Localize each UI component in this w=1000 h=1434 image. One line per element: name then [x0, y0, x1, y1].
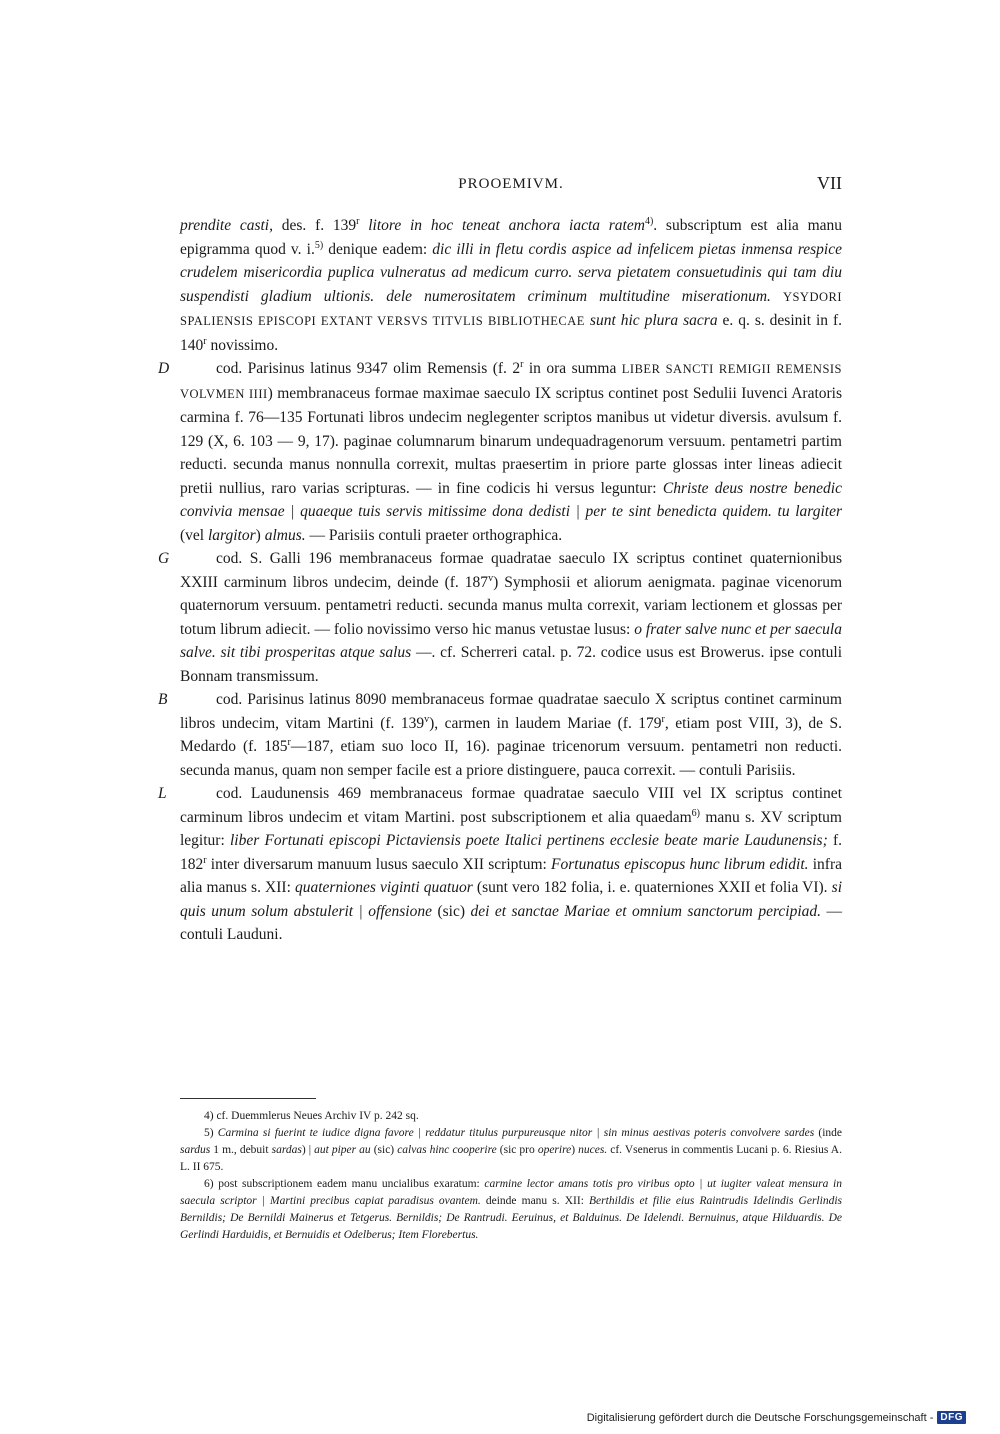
- text-segment: — contuli Lauduni.: [180, 902, 843, 943]
- text-segment: (sic): [432, 902, 471, 920]
- running-title: PROOEMIVM.: [458, 176, 564, 192]
- text-segment: ) Symphosii et aliorum aenigmata. paginae vicenorum quaternorum versuum. pentametri reducti. secunda manus multa correxit, variam lectionem et glossas per totum librum adiecit. — folio novissimo verso hic manus vetustae lusus:: [180, 573, 843, 638]
- text-segment: largitor: [207, 526, 256, 544]
- text-segment: , etiam post VIII, 3), de S. Medardo (f. 185: [180, 714, 842, 755]
- text-segment: ) membranaceus formae maximae saeculo IX scriptus continet post Sedulii Iuvenci Aratoris carmina f. 76—135 Fortunati libros undecim neglegenter scriptos manibus ut videtur diversis. avulsum f. 129 (X, 6. 103 — 9, 17). paginae columnarum binarum undequadragenorum versuum. pentametri partim reducti. secunda manus nonnulla correxit, multas praesertim in priore parte glossas inter lineas adiecit pretii nullius, raro varias scripturas. — in fine codicis hi versus leguntur:: [180, 384, 843, 497]
- note-text-segment: (inde: [814, 1127, 842, 1139]
- note-text-segment: 4) cf. Duemmlerus Neues Archiv IV p. 242 sq.: [204, 1110, 419, 1122]
- text-segment: [359, 217, 368, 234]
- text-segment: novissimo.: [206, 336, 279, 354]
- paragraph-intro: [180, 214, 842, 357]
- footnote-4: [180, 1108, 842, 1125]
- text-segment: Fortunatus episcopus hunc librum edidit.: [551, 855, 809, 873]
- note-text-segment: carmine lector amans totis pro viribus opto | ut iugiter valeat mensura in saecula scriptor | Martini precibus capiat paradisus ovantem.: [180, 1178, 842, 1207]
- text-segment: —. cf. Scherreri catal. p. 72. codice usus est Browerus. ipse contuli Bonnam transmissum.: [180, 644, 842, 685]
- note-text-segment: nuces.: [578, 1144, 608, 1156]
- note-text-segment: 6) post subscriptionem eadem manu uncialibus exaratum:: [204, 1178, 485, 1190]
- text-segment: e. q. s. desinit in f. 140: [180, 312, 843, 354]
- text-segment: r: [203, 335, 207, 347]
- paragraph-codex-b: [158, 688, 842, 782]
- text-segment: prendite casti,: [180, 217, 282, 234]
- note-text-segment: Berthildis et filie eius Raintrudis Idelindis Gerlindis Bernildis; De Bernildi Mainerus et Tetgerus. Bernildis; De Rantrudi. Eeruinus, et Balduinus. De Idelendi. Bernuinus, atque Hilduardis. De Gerlindi Harduidis, et Bernuidis et Odelberus; Item Florebertus.: [180, 1195, 842, 1241]
- note-text-segment: calvas hinc cooperire: [397, 1144, 497, 1156]
- text-segment: —187, etiam suo loco II, 16). paginae tricenorum versuum. pentametri non reducti. secunda manus, quam non semper facile est a priore distinguere, pauca correxit. — contuli Parisiis.: [180, 738, 842, 779]
- note-text-segment: operire: [537, 1144, 572, 1156]
- note-text-segment: aut piper au: [314, 1144, 371, 1156]
- footnote-6: [180, 1176, 842, 1244]
- footnotes: [180, 1108, 842, 1244]
- text-segment: denique eadem:: [323, 240, 433, 258]
- text-segment: des. f. 139: [281, 217, 357, 234]
- text-segment: (sunt vero 182 folia, i. e. quaterniones XXII et folia VI).: [472, 879, 832, 896]
- text-segment: f. 182: [180, 832, 842, 873]
- note-text-segment: ): [571, 1144, 579, 1156]
- text-segment: Christe deus nostre benedic convivia mensae | quaeque tuis servis mitissime dona dedisti | per te sint benedicta quidem. tu largiter: [180, 479, 842, 520]
- siglum-d: D: [158, 360, 170, 377]
- text-segment: ), carmen in laudem Mariae (f. 179: [429, 714, 662, 732]
- paragraph-codex-l: [158, 782, 843, 947]
- text-segment: LIBER SANCTI REMIGII REMENSIS VOLVMEN IIII: [180, 362, 843, 401]
- siglum-l: L: [158, 785, 167, 802]
- text-segment: si quis unum solum abstulerit | offensione: [180, 879, 842, 920]
- text-segment: v: [488, 572, 494, 584]
- note-text-segment: 1 m., debuit: [210, 1144, 272, 1156]
- note-text-segment: sardus: [180, 1144, 211, 1156]
- note-text-segment: 5): [204, 1127, 218, 1139]
- note-text-segment: cf. Vsenerus in commentis Lucani p. 6. Riesius A. L. II 675.: [180, 1144, 842, 1173]
- text-segment: [771, 288, 783, 305]
- text-segment: r: [203, 854, 207, 866]
- text-segment: o frater salve nunc et per saecula salve. sit tibi prosperitas atque salus: [180, 620, 842, 661]
- text-segment: almus.: [264, 526, 306, 544]
- text-segment: liber Fortunati episcopi Pictaviensis poete Italici pertinens ecclesie beate marie Laudunensis;: [229, 832, 828, 849]
- page-header: [180, 173, 842, 200]
- text-segment: 6): [691, 807, 700, 819]
- text-segment: cod. Laudunensis 469 membranaceus formae quadratae saeculo VIII vel IX scriptus continet carminum libros undecim et vitam Martini. post subscriptionem et alia quaedam: [180, 785, 842, 826]
- text-segment: in ora summa: [523, 360, 622, 377]
- text-segment: inter diversarum manuum lusus saeculo XII scriptum:: [206, 855, 552, 873]
- siglum-b: B: [158, 691, 168, 708]
- text-segment: — Parisiis contuli praeter orthographica.: [305, 526, 563, 544]
- footnote-rule: [180, 1098, 316, 1099]
- text-segment: cod. Parisinus latinus 8090 membranaceus formae quadratae saeculo X scriptus continet carminum libros undecim, vitam Martini (f. 139: [180, 691, 842, 732]
- paragraph-codex-d: [158, 357, 843, 547]
- paragraph-codex-g: [158, 547, 843, 688]
- text-segment: infra alia manus s. XII:: [180, 855, 842, 896]
- text-segment: dic illi in fletu cordis aspice ad infelicem pietas inmensa respice crudelem misericordia puplica vulneratus ad medicum curro. serva pietatem consuetudinis qui tam diu suspendisti gladium ultionis. dele numerositatem criminum multitudine miserationum.: [180, 240, 843, 305]
- text-segment: (vel: [180, 526, 208, 544]
- page-number: VII: [817, 173, 842, 193]
- footnote-5: [180, 1125, 842, 1176]
- note-text-segment: deinde manu s. XII:: [480, 1195, 590, 1207]
- dfg-logo: DFG: [937, 1411, 966, 1424]
- text-segment: quaterniones viginti quatuor: [294, 879, 473, 896]
- text-segment: r: [661, 713, 665, 725]
- text-segment: cod. Parisinus latinus 9347 olim Remensis (f. 2: [216, 360, 521, 377]
- text-segment: 4): [644, 215, 654, 227]
- text-segment: r: [520, 358, 524, 370]
- text-segment: cod. S. Galli 196 membranaceus formae quadratae saeculo IX scriptus continet quaternionibus XXIII carminum libros undecim, deinde (f. 187: [180, 550, 842, 591]
- note-text-segment: Carmina si fuerint te iudice digna favore | reddatur titulus purpureusque nitor | sin minus aestivas poteris convolvere sardes: [217, 1127, 815, 1139]
- note-text-segment: (sic): [370, 1144, 398, 1156]
- digitization-credit: [587, 1411, 966, 1424]
- main-text: [158, 214, 843, 947]
- text-segment: dei et sanctae Mariae et omnium sanctorum percipiad.: [470, 902, 822, 920]
- text-segment: v: [424, 713, 430, 725]
- text-segment: 5): [314, 239, 324, 251]
- text-segment: manu s. XV scriptum legitur:: [180, 808, 842, 849]
- text-segment: . subscriptum est alia manu epigramma quod v. i.: [180, 217, 843, 258]
- text-segment: r: [287, 736, 291, 748]
- note-text-segment: (sic pro: [496, 1144, 538, 1156]
- credit-text: Digitalisierung gefördert durch die Deutsche Forschungsgemeinschaft -: [586, 1411, 934, 1424]
- text-segment: ): [255, 526, 265, 544]
- note-text-segment: ) |: [301, 1144, 315, 1156]
- text-segment: YSYDORI SPALIENSIS EPISCOPI EXTANT VERSVS TITVLIS BIBLIOTHECAE: [180, 289, 842, 328]
- text-segment: r: [356, 215, 360, 227]
- text-segment: litore in hoc teneat anchora iacta ratem: [368, 217, 645, 234]
- note-text-segment: sardas: [271, 1144, 302, 1156]
- siglum-g: G: [158, 550, 170, 567]
- text-segment: sunt hic plura sacra: [589, 312, 718, 329]
